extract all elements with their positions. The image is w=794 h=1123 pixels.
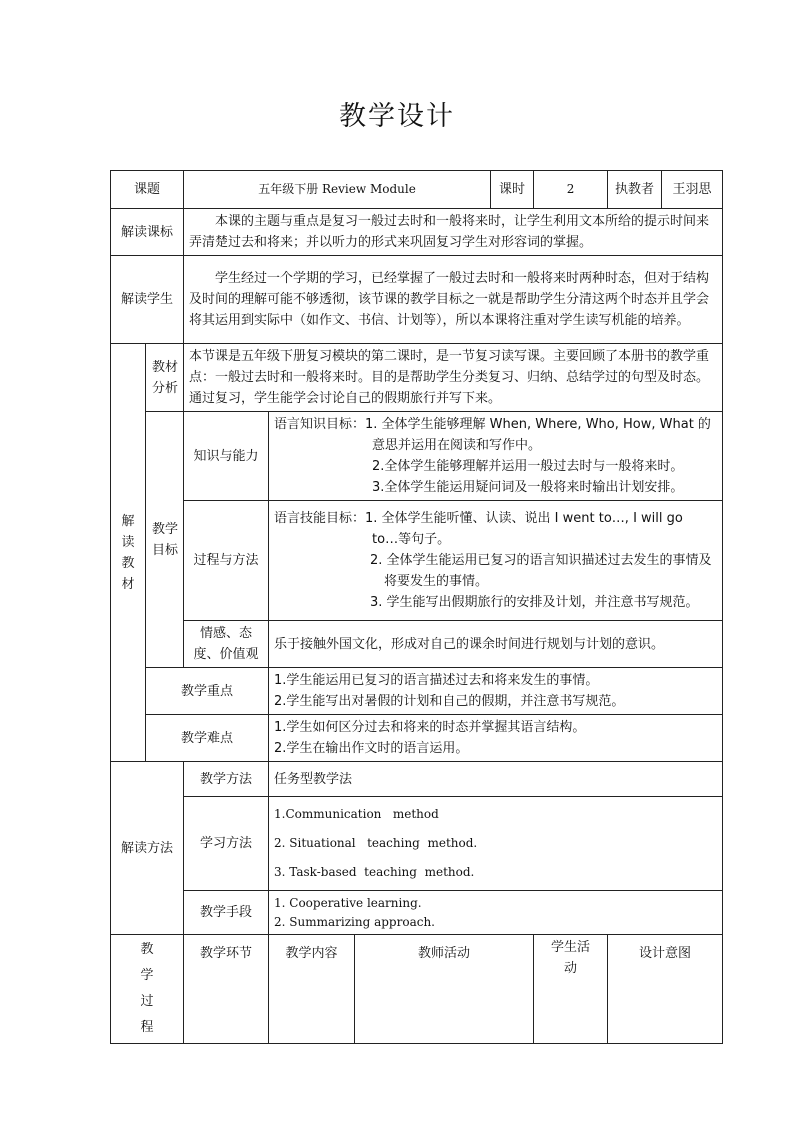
key-label: 教学重点 xyxy=(146,668,269,715)
process-goal-label: 过程与方法 xyxy=(184,501,269,621)
learning-method-cell xyxy=(269,797,723,891)
process-col-stage: 教学环节 xyxy=(184,935,269,1044)
knowledge-line: 3.全体学生能运用疑问词及一般将来时输出计划安排。 xyxy=(372,480,684,495)
students-label: 解读学生 xyxy=(111,256,184,344)
knowledge-label: 知识与能力 xyxy=(184,412,269,501)
means-row xyxy=(111,891,723,935)
process-goal-line: 3. 学生能写出假期旅行的安排及计划，并注意书写规范。 xyxy=(370,595,699,610)
materials-label: 解读教材 xyxy=(111,344,146,762)
key-cell xyxy=(269,668,723,715)
difficulty-line: 2.学生在输出作文时的语言运用。 xyxy=(274,741,469,756)
teaching-method-value: 任务型教学法 xyxy=(269,762,723,797)
goals-label: 教学目标 xyxy=(146,412,184,668)
teaching-method-row xyxy=(111,762,723,797)
standards-label: 解读课标 xyxy=(111,209,184,256)
analysis-label: 教材分析 xyxy=(146,344,184,412)
knowledge-cell xyxy=(269,412,723,501)
students-row xyxy=(111,256,723,344)
difficulty-row xyxy=(111,715,723,762)
knowledge-row xyxy=(111,412,723,501)
analysis-text: 本节课是五年级下册复习模块的第二课时，是一节复习读写课。主要回顾了本册书的教学重点：一般过去时和一般将来时。目的是帮助学生分类复习、归纳、总结学过的句型及时态。通过复习，学生能学会讨论自己的假期旅行并写下来。 xyxy=(184,344,723,412)
process-col-teacher: 教师活动 xyxy=(355,935,534,1044)
topic-value: 五年级下册 Review Module xyxy=(184,171,491,209)
topic-label: 课题 xyxy=(111,171,184,209)
teacher-value: 王羽思 xyxy=(662,171,723,209)
means-item: 1. Cooperative learning. xyxy=(274,895,422,910)
process-col-intent: 设计意图 xyxy=(608,935,723,1044)
standards-text: 本课的主题与重点是复习一般过去时和一般将来时，让学生利用文本所给的提示时间来弄清楚过去和将来；并以听力的形式来巩固复习学生对形容词的掌握。 xyxy=(184,209,723,256)
students-text: 学生经过一个学期的学习，已经掌握了一般过去时和一般将来时两种时态，但对于结构及时间的理解可能不够透彻，该节课的教学目标之一就是帮助学生分清这两个时态并且学会将其运用到实际中（如作文、书信、计划等），所以本课将注重对学生读写机能的培养。 xyxy=(184,256,723,344)
learning-method-row xyxy=(111,797,723,891)
learning-method-item: 3. Task-based teaching method. xyxy=(274,865,475,879)
process-label: 教学过程 xyxy=(111,935,184,1044)
means-cell xyxy=(269,891,723,935)
difficulty-label: 教学难点 xyxy=(146,715,269,762)
means-item: 2. Summarizing approach. xyxy=(274,914,435,929)
process-goal-line: 2. 全体学生能运用已复习的语言知识描述过去发生的事情及将要发生的事情。 xyxy=(370,553,712,589)
key-line: 2.学生能写出对暑假的计划和自己的假期，并注意书写规范。 xyxy=(274,694,625,709)
lesson-plan-table xyxy=(110,170,723,1044)
difficulty-line: 1.学生如何区分过去和将来的时态并掌握其语言结构。 xyxy=(274,720,586,735)
teacher-label: 执教者 xyxy=(608,171,662,209)
process-col-student: 学生活动 xyxy=(534,935,608,1044)
process-goal-line: to…等句子。 xyxy=(372,532,451,547)
process-goal-row xyxy=(111,501,723,621)
knowledge-line: 2.全体学生能够理解并运用一般过去时与一般将来时。 xyxy=(372,459,684,474)
methods-label: 解读方法 xyxy=(111,762,184,935)
process-goal-cell xyxy=(269,501,723,621)
process-row xyxy=(111,935,723,1044)
means-label: 教学手段 xyxy=(184,891,269,935)
learning-method-label: 学习方法 xyxy=(184,797,269,891)
period-label: 课时 xyxy=(491,171,534,209)
emotion-text: 乐于接触外国文化，形成对自己的课余时间进行规划与计划的意识。 xyxy=(269,621,723,668)
key-line: 1.学生能运用已复习的语言描述过去和将来发生的事情。 xyxy=(274,673,599,688)
difficulty-cell xyxy=(269,715,723,762)
knowledge-line: 意思并运用在阅读和写作中。 xyxy=(372,438,542,453)
emotion-row xyxy=(111,621,723,668)
header-row xyxy=(111,171,723,209)
teaching-method-label: 教学方法 xyxy=(184,762,269,797)
emotion-label: 情感、态度、价值观 xyxy=(184,621,269,668)
learning-method-item: 2. Situational teaching method. xyxy=(274,836,478,850)
key-row xyxy=(111,668,723,715)
analysis-row xyxy=(111,344,723,412)
standards-row xyxy=(111,209,723,256)
page-title: 教学设计 xyxy=(339,101,455,132)
learning-method-item: 1.Communication method xyxy=(274,807,439,821)
process-goal-line: 语言技能目标：1. 全体学生能听懂、认读、说出 I went to…, I will go xyxy=(274,511,683,526)
knowledge-line: 语言知识目标：1. 全体学生能够理解 When, Where, Who, How, What 的 xyxy=(274,417,711,432)
process-col-content: 教学内容 xyxy=(269,935,355,1044)
period-value: 2 xyxy=(534,171,608,209)
